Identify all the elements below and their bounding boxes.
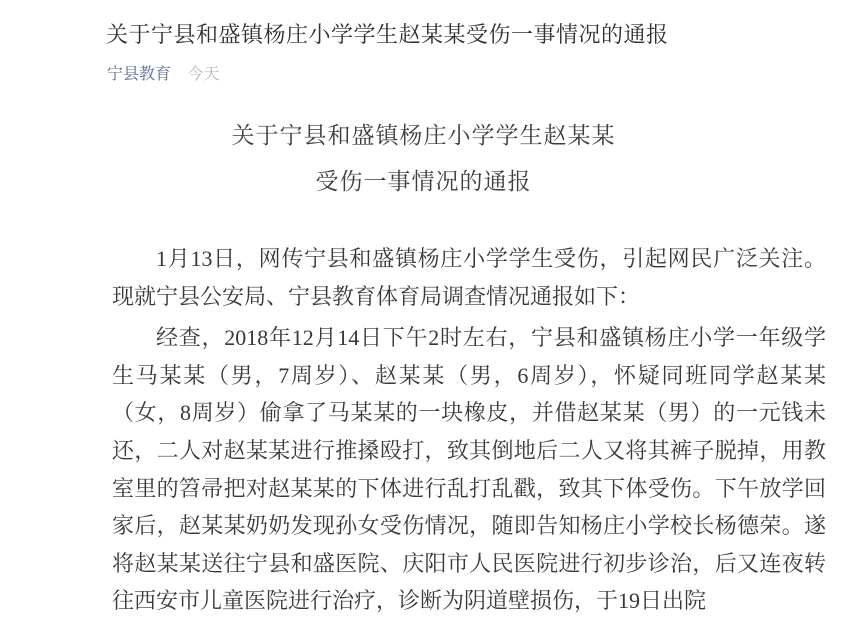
- article-body: [112, 240, 826, 624]
- byline: [107, 64, 219, 86]
- account-name-link[interactable]: 宁县教育: [107, 66, 172, 83]
- publish-date: 今天: [187, 66, 220, 83]
- article-title: 关于宁县和盛镇杨庄小学学生赵某某受伤一事情况的通报: [106, 22, 669, 47]
- paragraph-investigation: 经查，2018年12月14日下午2时左右，宁县和盛镇杨庄小学一年级学生马某某（男，7周岁）、赵某某（男，6周岁），怀疑同班同学赵某某（女，8周岁）偷拿了马某某的一块橡皮，并借赵某某（男）的一元钱未还，二人对赵某某进行推搡殴打，致其倒地后二人又将其裤子脱掉，用教室里的笤帚把对赵某某的下体进行乱打乱戳，致其下体受伤。下午放学回家后，赵某某奶奶发现孙女受伤情况，随即告知杨庄小学校长杨德荣。遂将赵某某送往宁县和盛医院、庆阳市人民医院进行初步诊治，后又连夜转往西安市儿童医院进行治疗，诊断为阴道壁损伤，于19日出院: [112, 325, 826, 614]
- paragraph-intro: 1月13日，网传宁县和盛镇杨庄小学学生受伤，引起网民广泛关注。现就宁县公安局、宁县教育体育局调查情况通报如下：: [112, 246, 826, 309]
- notice-heading: [0, 112, 847, 204]
- notice-heading-line1: 关于宁县和盛镇杨庄小学学生赵某某: [231, 122, 616, 148]
- notice-heading-line2: 受伤一事情况的通报: [315, 168, 532, 194]
